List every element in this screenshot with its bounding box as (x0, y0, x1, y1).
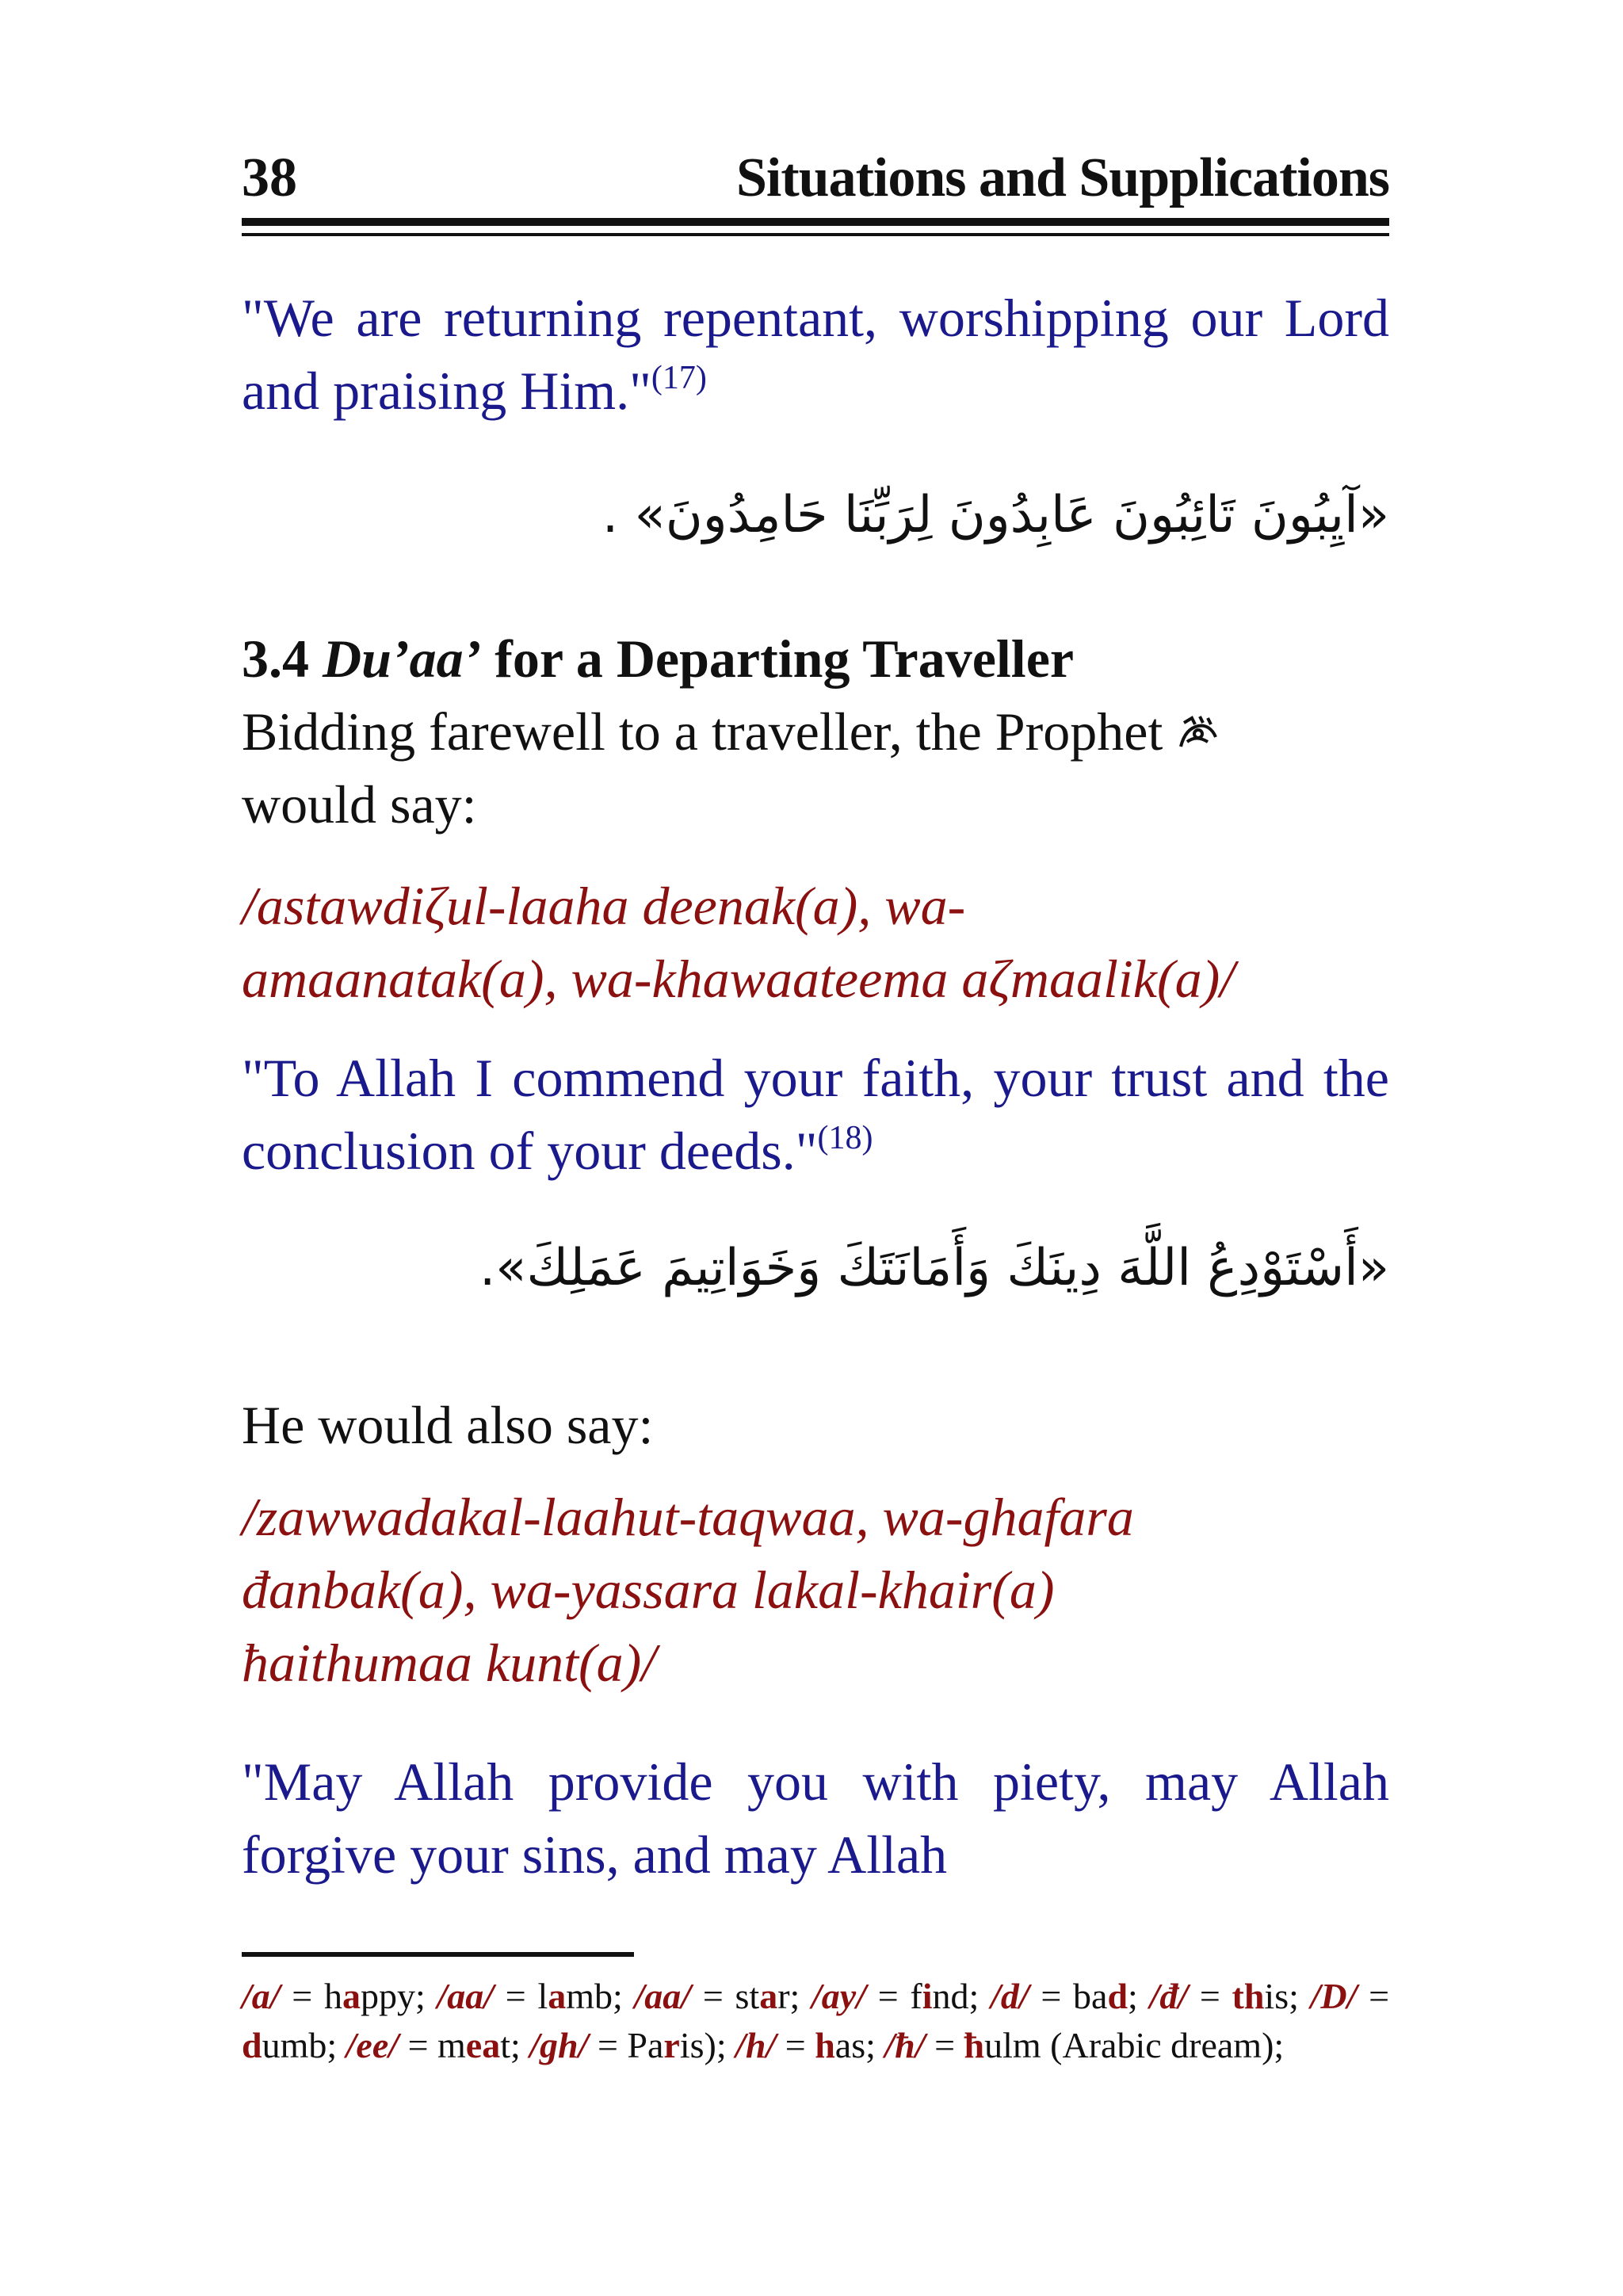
intro-text-after: would say: (242, 774, 477, 835)
fn-hl: d (242, 2025, 262, 2065)
fn-val: l (537, 1976, 548, 2016)
page-number: 38 (242, 147, 297, 208)
header-rule-thin (242, 233, 1389, 236)
salutation-icon (1176, 710, 1220, 755)
fn-key: /aa/ (437, 1976, 495, 2016)
fn-val: nd; (932, 1976, 980, 2016)
fn-hl: ea (465, 2025, 501, 2065)
translation-paragraph-3: "May Allah provide you with piety, may Allah forgive your sins, and may Allah (242, 1752, 1389, 1885)
fn-key: /đ/ (1149, 1976, 1189, 2016)
section-heading (242, 622, 1389, 695)
running-title: Situations and Supplications (735, 147, 1389, 208)
transliteration-2-line-2: đanbak(a), wa-yassara lakal-khair(a) (242, 1560, 1055, 1620)
translation-text-2: "To Allah I commend your faith, your trust and the conclusion of your deeds." (242, 1048, 1389, 1181)
footnote-rule (242, 1952, 634, 1957)
fn-hl: a (759, 1976, 778, 2016)
transliteration-2-line-1: /zawwadakal-laahut-taqwaa, wa-ghafara (242, 1487, 1134, 1547)
transliteration-1-line-2: amaanatak(a), wa-khawaateema aζmaalik(a)/ (242, 949, 1235, 1009)
fn-val: ppy; (360, 1976, 426, 2016)
fn-val: f (910, 1976, 922, 2016)
fn-key: /ee/ (346, 2025, 399, 2065)
fn-hl: a (548, 1976, 567, 2016)
fn-hl: i (922, 1976, 933, 2016)
translation-paragraph-1 (242, 281, 1389, 427)
section-number: 3.4 (242, 628, 309, 689)
intro-paragraph (242, 695, 1389, 841)
fn-val: m (437, 2025, 466, 2065)
fn-hl: th (1232, 1976, 1265, 2016)
fn-val: umb; (262, 2025, 338, 2065)
footnote-ref-17: (17) (651, 360, 707, 396)
fn-key: /h/ (735, 2025, 777, 2065)
header-rule-thick (242, 218, 1389, 226)
fn-key: /D/ (1310, 1976, 1358, 2016)
fn-hl: h (815, 2025, 835, 2065)
also-say-line: He would also say: (242, 1395, 654, 1455)
translation-paragraph-2 (242, 1041, 1389, 1187)
fn-val: is; (1264, 1976, 1299, 2016)
fn-key: /d/ (991, 1976, 1029, 2016)
fn-key: /a/ (242, 1976, 281, 2016)
section-title-italic: Du’aa’ (323, 628, 482, 689)
fn-val: as; (834, 2025, 876, 2065)
fn-val: t; (500, 2025, 521, 2065)
footnote-pronunciation-key: /a/ = happy; /aa/ = lamb; /aa/ = star; /ay/ = find; /d/ = bad; /đ/ = this; /D/ = dumb; /ee/ = meat; /gh/ = Paris); /h/ = has; /ħ/ = ħulm (Arabic dream); (242, 1976, 1390, 2065)
fn-val: is); (679, 2025, 727, 2065)
fn-hl: d (1107, 1976, 1128, 2016)
transliteration-1-line-1: /astawdiζul-laaha deenak(a), wa- (242, 876, 966, 936)
fn-key: /ay/ (812, 1976, 867, 2016)
fn-hl: a (342, 1976, 361, 2016)
transliteration-1 (242, 869, 1389, 1015)
fn-hl: r (663, 2025, 680, 2065)
arabic-supplication-1: «آيِبُونَ تَائِبُونَ عَابِدُونَ لِرَبِّنَا حَامِدُونَ» . (601, 486, 1389, 544)
translation-text-1: "We are returning repentant, worshipping our Lord and praising Him." (242, 288, 1389, 421)
fn-key: /gh/ (529, 2025, 589, 2065)
fn-val: r; (777, 1976, 800, 2016)
fn-val: st (735, 1976, 760, 2016)
fn-hl: ħ (964, 2025, 985, 2065)
fn-val: ulm (Arabic dream); (984, 2025, 1285, 2065)
fn-val: ba (1073, 1976, 1108, 2016)
fn-key: /aa/ (634, 1976, 692, 2016)
arabic-supplication-2: «أَسْتَوْدِعُ اللَّهَ دِينَكَ وَأَمَانَتَكَ وَخَوَاتِيمَ عَمَلِكَ». (479, 1239, 1389, 1297)
fn-val: Pa (627, 2025, 664, 2065)
transliteration-2-line-3: ħaithumaa kunt(a)/ (242, 1633, 657, 1693)
page-header (242, 147, 1389, 220)
footnote-ref-18: (18) (817, 1120, 873, 1156)
intro-text-before: Bidding farewell to a traveller, the Prophet (242, 701, 1163, 762)
fn-val: mb; (566, 1976, 623, 2016)
section-title-rest: for a Departing Traveller (495, 628, 1075, 689)
fn-val: h (323, 1976, 342, 2016)
transliteration-2 (242, 1480, 1389, 1699)
fn-val: ; (1128, 1976, 1138, 2016)
fn-key: /ħ/ (884, 2025, 926, 2065)
